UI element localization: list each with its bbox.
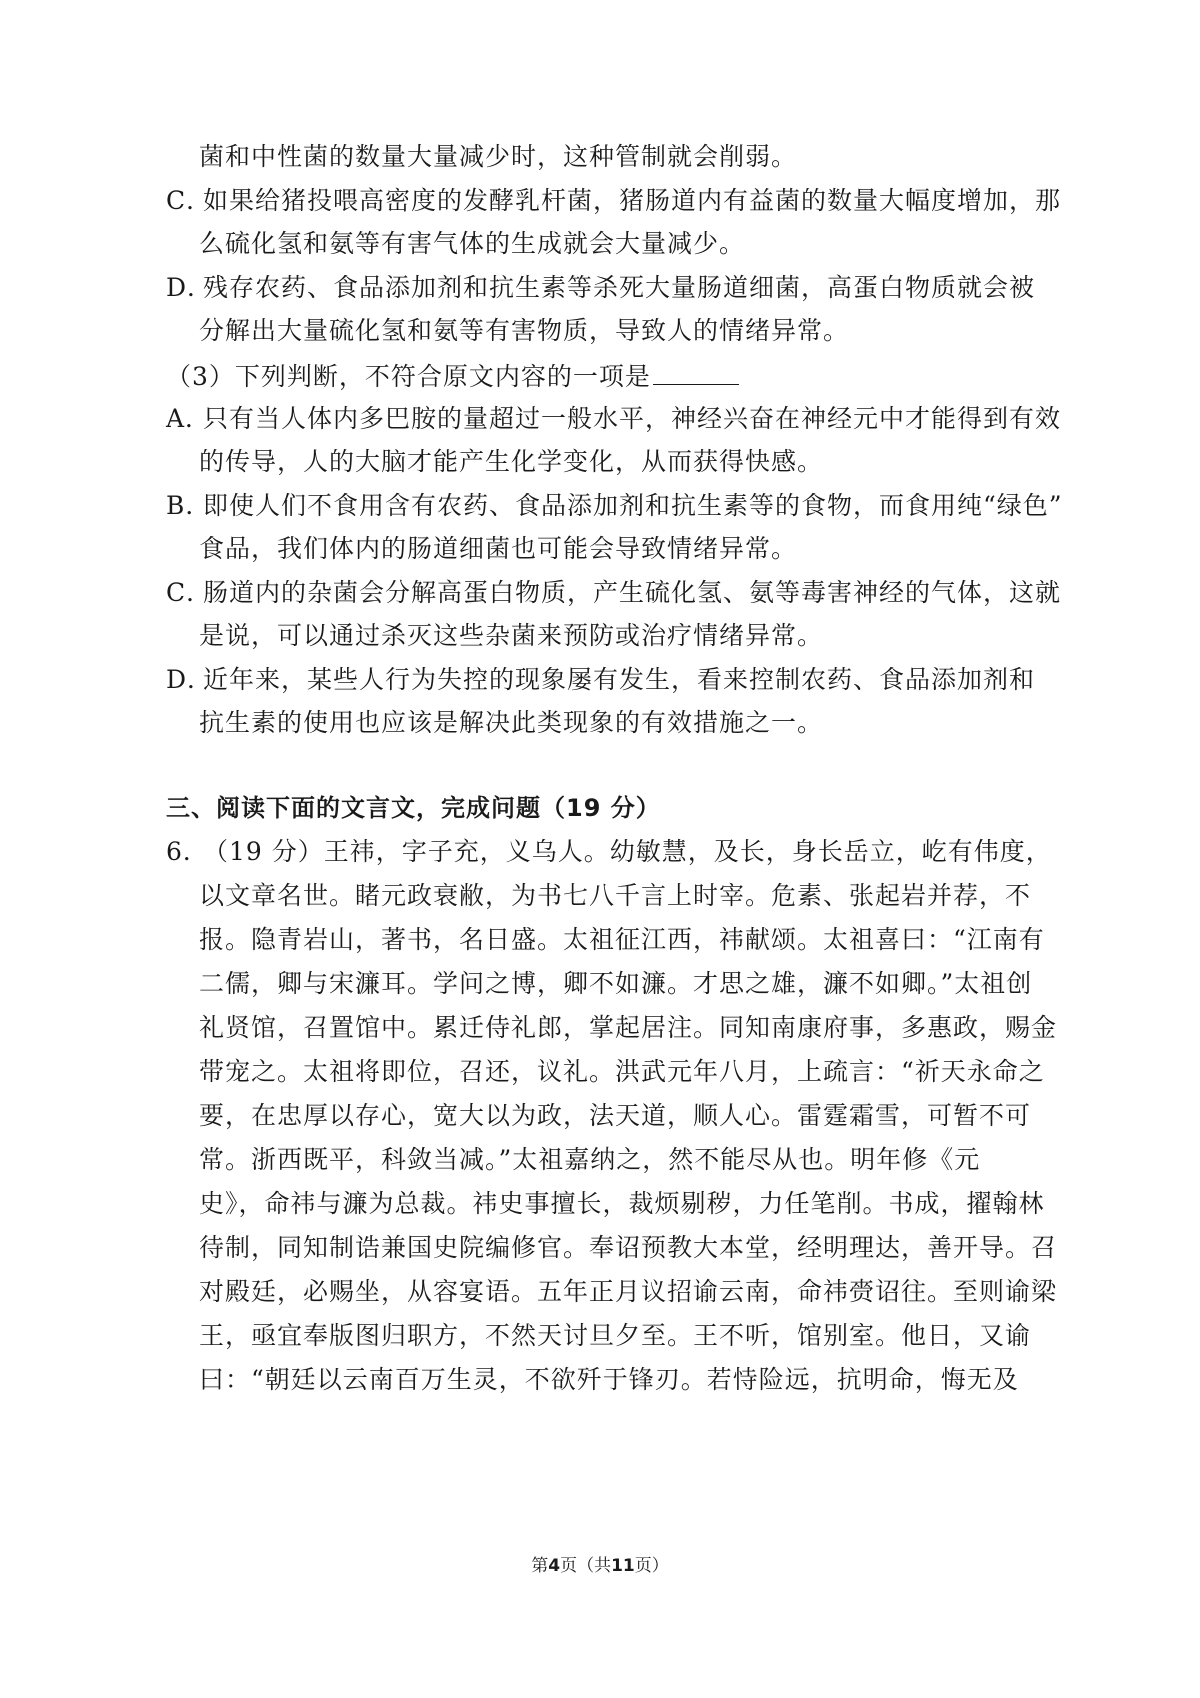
q3-option-b-line-2: 食品，我们体内的肠道细菌也可能会导致情绪异常。 — [199, 534, 798, 563]
q2-option-c-marker: C． — [166, 186, 213, 215]
q6-line-8: 常。浙西既平，科敛当减。”太祖嘉纳之，然不能尽从也。明年修《元 — [199, 1145, 981, 1174]
q3-option-a-line-1 — [166, 404, 1061, 434]
q2-option-c-line-2: 么硫化氢和氨等有害气体的生成就会大量减少。 — [199, 229, 746, 258]
q6-line-7: 要，在忠厚以存心，宽大以为政，法天道，顺人心。雷霆霜雪，可暂不可 — [199, 1101, 1032, 1130]
footer-middle: 页（共 — [560, 1556, 612, 1576]
q3-option-d-line-2: 抗生素的使用也应该是解决此类现象的有效措施之一。 — [199, 708, 824, 737]
q6-line-11: 对殿廷，必赐坐，从容宴语。五年正月议招谕云南，命祎赍诏往。至则谕梁 — [199, 1277, 1058, 1306]
q3-option-c-text-1: 肠道内的杂菌会分解高蛋白物质，产生硫化氢、氨等毒害神经的气体，这就 — [203, 578, 1062, 607]
q3-option-c-line-2: 是说，可以通过杀灭这些杂菌来预防或治疗情绪异常。 — [199, 621, 824, 650]
q6-line-3: 报。隐青岩山，著书，名日盛。太祖征江西，祎献颂。太祖喜曰：“江南有 — [199, 925, 1045, 954]
q3-question — [166, 360, 739, 392]
q3-option-b-marker: B． — [166, 491, 212, 520]
page-footer — [0, 1556, 1200, 1576]
footer-prefix: 第 — [531, 1556, 549, 1576]
q2-option-d-text-1: 残存农药、食品添加剂和抗生素等杀死大量肠道细菌，高蛋白物质就会被 — [203, 273, 1036, 302]
q6-line-5: 礼贤馆，召置馆中。累迁侍礼郎，掌起居注。同知南康府事，多惠政，赐金 — [199, 1013, 1058, 1042]
q3-option-d-text-1: 近年来，某些人行为失控的现象屡有发生，看来控制农药、食品添加剂和 — [203, 665, 1036, 694]
q3-question-text: （3）下列判断，不符合原文内容的一项是 — [166, 362, 651, 391]
q6-number: 6． — [166, 837, 209, 866]
q6-line-10: 待制，同知制诰兼国史院编修官。奉诏预教大本堂，经明理达，善开导。召 — [199, 1233, 1058, 1262]
q2-option-c-text-1: 如果给猪投喂高密度的发酵乳杆菌，猪肠道内有益菌的数量大幅度增加，那 — [203, 186, 1062, 215]
answer-blank — [653, 360, 739, 385]
q2-option-c-line-1 — [166, 186, 1061, 216]
q6-line-9: 史》，命祎与濂为总裁。祎史事擅长，裁烦剔秽，力任笔削。书成，擢翰林 — [199, 1189, 1045, 1218]
q6-line-12: 王，亟宜奉版图归职方，不然天讨旦夕至。王不听，馆别室。他日，又谕 — [199, 1321, 1032, 1350]
q3-option-a-text-1: 只有当人体内多巴胺的量超过一般水平，神经兴奋在神经元中才能得到有效 — [203, 404, 1062, 433]
q6-line-13: 曰：“朝廷以云南百万生灵，不欲歼于锋刃。若恃险远，抗明命，悔无及 — [199, 1365, 1019, 1394]
q3-option-d-marker: D． — [166, 665, 214, 694]
footer-suffix: 页） — [634, 1556, 669, 1576]
q6-line-4: 二儒，卿与宋濂耳。学问之博，卿不如濂。才思之雄，濂不如卿。”太祖创 — [199, 969, 1033, 998]
q3-option-b-text-1: 即使人们不食用含有农药、食品添加剂和抗生素等的食物，而食用纯“绿色” — [203, 491, 1063, 520]
q3-option-a-marker: A． — [166, 404, 212, 433]
q6-text-1: （19 分）王祎，字子充，义乌人。幼敏慧，及长，身长岳立，屹有伟度， — [203, 837, 1052, 866]
q6-line-1 — [166, 837, 1052, 867]
q3-option-c-marker: C． — [166, 578, 213, 607]
q2-option-d-line-2: 分解出大量硫化氢和氨等有害物质，导致人的情绪异常。 — [199, 316, 850, 345]
q2-option-d-line-1 — [166, 273, 1035, 303]
q3-option-d-line-1 — [166, 665, 1035, 695]
q3-option-c-line-1 — [166, 578, 1061, 608]
q6-line-2: 以文章名世。睹元政衰敝，为书七八千言上时宰。危素、张起岩并荐，不 — [199, 881, 1032, 910]
q3-option-a-line-2: 的传导，人的大脑才能产生化学变化，从而获得快感。 — [199, 447, 824, 476]
q2-option-d-marker: D． — [166, 273, 214, 302]
section-heading: 三、阅读下面的文言文，完成问题（19 分） — [166, 794, 661, 822]
continuation-line: 菌和中性菌的数量大量减少时，这种管制就会削弱。 — [199, 142, 798, 171]
footer-total-pages: 11 — [611, 1556, 635, 1576]
footer-page-number: 4 — [548, 1556, 561, 1576]
q3-option-b-line-1 — [166, 491, 1063, 521]
q6-line-6: 带宠之。太祖将即位，召还，议礼。洪武元年八月，上疏言：“祈天永命之 — [199, 1057, 1045, 1086]
